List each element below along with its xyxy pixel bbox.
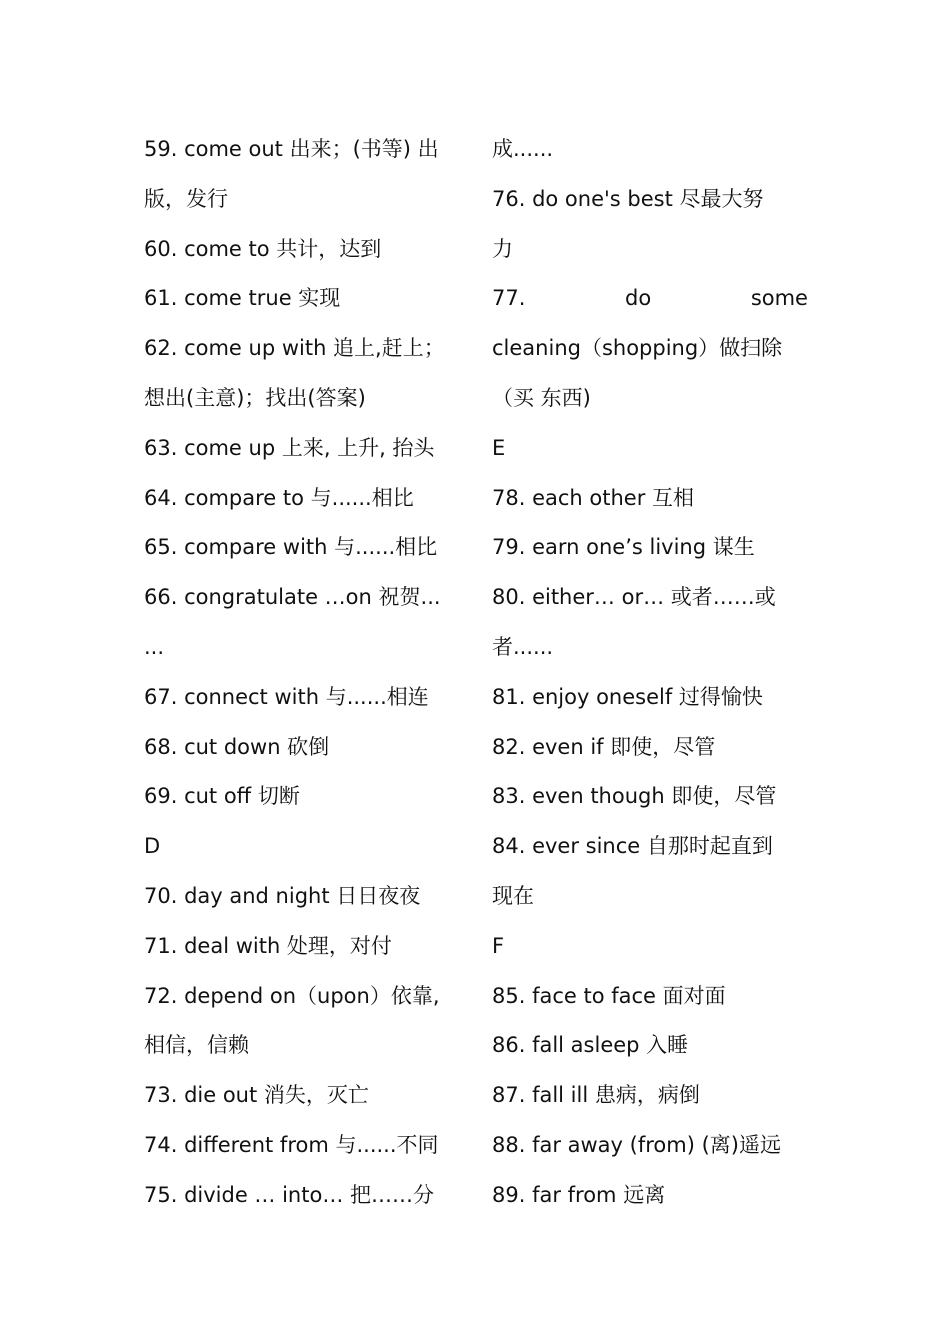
- text-line: 69. cut off 切断: [144, 784, 300, 809]
- text-line: 74. different from 与......不同: [144, 1132, 439, 1157]
- text-line: 者......: [492, 634, 554, 659]
- text-line: 80. either… or… 或者……或: [492, 585, 776, 610]
- text-line: 79. earn one’s living 谋生: [492, 535, 755, 560]
- text-line: 82. even if 即使，尽管: [492, 734, 716, 759]
- text-line: 83. even though 即使，尽管: [492, 784, 777, 809]
- text-line: 88. far away (from) (离)遥远: [492, 1132, 781, 1157]
- section-letter: F: [492, 933, 505, 958]
- text-line: 65. compare with 与......相比: [144, 535, 438, 560]
- text-line: 63. come up 上来, 上升, 抬头: [144, 435, 435, 460]
- text-line: 现在: [492, 883, 534, 908]
- text-line: 85. face to face 面对面: [492, 983, 726, 1008]
- text-line: 力: [492, 236, 513, 261]
- text-line: 62. come up with 追上,赶上；: [144, 336, 445, 361]
- text-line: 67. connect with 与......相连: [144, 684, 429, 709]
- text-line: 75. divide … into… 把……分: [144, 1182, 435, 1207]
- text-line: 78. each other 互相: [492, 485, 695, 510]
- right-column: [492, 125, 808, 1221]
- text-line: 71. deal with 处理，对付: [144, 933, 392, 958]
- word: 77.: [492, 286, 526, 311]
- text-line: 相信，信赖: [144, 1033, 249, 1058]
- text-line: cleaning（shopping）做扫除: [492, 336, 783, 361]
- text-line: 60. come to 共计，达到: [144, 236, 382, 261]
- justified-text-line: [492, 274, 808, 324]
- text-line: 68. cut down 砍倒: [144, 734, 330, 759]
- text-line: 64. compare to 与......相比: [144, 485, 414, 510]
- text-line: （买 东西): [492, 385, 591, 410]
- text-line: 61. come true 实现: [144, 286, 341, 311]
- text-line: 73. die out 消失，灭亡: [144, 1083, 369, 1108]
- text-line: 72. depend on（upon）依靠,: [144, 983, 440, 1008]
- text-line: 81. enjoy oneself 过得愉快: [492, 684, 763, 709]
- word: do: [625, 286, 652, 311]
- text-line: 版，发行: [144, 186, 228, 211]
- text-line: 想出(主意)；找出(答案): [144, 385, 366, 410]
- section-letter: D: [144, 834, 161, 859]
- text-line: 84. ever since 自那时起直到: [492, 834, 773, 859]
- text-line: 87. fall ill 患病，病倒: [492, 1083, 700, 1108]
- section-letter: E: [492, 435, 506, 460]
- left-column: [144, 125, 460, 1221]
- text-line: 86. fall asleep 入睡: [492, 1033, 689, 1058]
- text-line: 59. come out 出来；(书等) 出: [144, 137, 439, 161]
- text-line: 66. congratulate …on 祝贺...: [144, 585, 441, 610]
- text-line: 76. do one's best 尽最大努: [492, 186, 764, 211]
- text-line: 70. day and night 日日夜夜: [144, 883, 421, 908]
- text-line: 89. far from 远离: [492, 1182, 666, 1207]
- text-line: 成......: [492, 137, 554, 161]
- text-line: ...: [144, 634, 165, 659]
- word: some: [750, 286, 808, 311]
